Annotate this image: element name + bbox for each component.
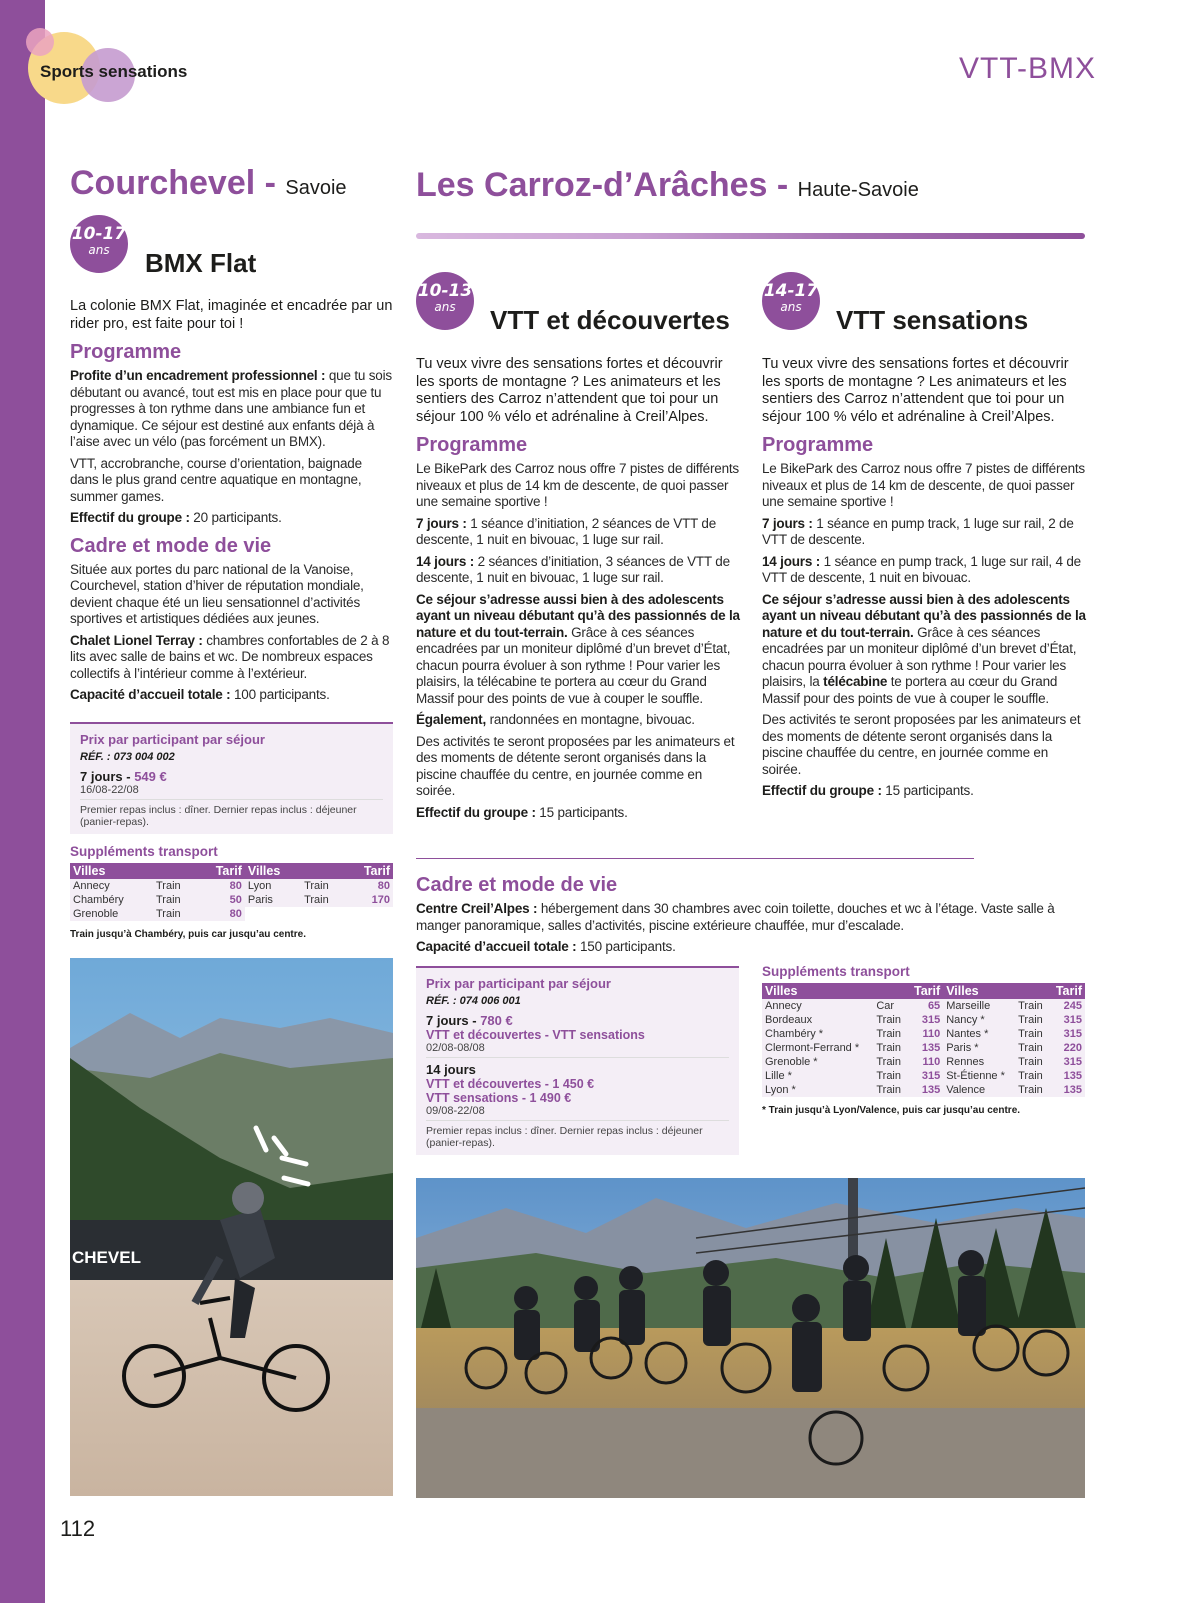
text: 2 séances d’initiation, 3 séances de VTT de descente, 1 nuit en bivouac, 1 luge sur rail. [416, 553, 730, 585]
camp1-p5 [416, 712, 741, 729]
camp2-p2 [762, 516, 1087, 549]
mode: Train [1015, 999, 1049, 1013]
text: chambres confortables de 2 à 8 lits avec salle de bains et wc. De nombreux espaces collectifs à l’intérieur comme à l’extérieur. [70, 632, 390, 681]
city: Rennes [943, 1055, 1015, 1069]
brand-label: Sports sensations [40, 62, 188, 81]
gradient-divider [416, 233, 1085, 239]
camp1-p3 [416, 554, 741, 587]
price-line [80, 769, 383, 784]
left-camp-title: BMX Flat [145, 248, 257, 278]
price-line-7 [426, 1013, 729, 1028]
right-cadre-p1 [416, 901, 1085, 934]
price-value: 780 € [480, 1013, 513, 1028]
left-cadre-heading: Cadre et mode de vie [70, 534, 272, 557]
mode: Train [153, 893, 198, 907]
camp1-programme-heading: Programme [416, 434, 528, 456]
camp1-p4 [416, 592, 741, 708]
city: Lyon [245, 879, 301, 893]
text: 1 séance en pump track, 1 luge sur rail, 4 de VTT de descente, 1 nuit en bivouac. [762, 553, 1081, 585]
price-date-7: 02/08-08/08 [426, 1042, 729, 1058]
left-capacity [70, 687, 393, 704]
price: 245 [1049, 999, 1085, 1013]
bold-label: 14 jours : [762, 553, 821, 569]
camp2-group-size [762, 783, 1087, 800]
right-price-box [416, 966, 739, 1155]
camp1-p2 [416, 516, 741, 549]
bold-label: 7 jours : [762, 515, 813, 531]
left-region: Savoie [285, 177, 347, 199]
bold-label: 7 jours : [416, 515, 467, 531]
text: te portera au cœur du Grand Massif pour des points de vue à couper le souffle. [762, 674, 1058, 706]
city: Grenoble [70, 907, 153, 921]
right-cadre-heading: Cadre et mode de vie [416, 874, 618, 896]
text: 1 séance en pump track, 1 luge sur rail, 2 de VTT de descente. [762, 515, 1074, 547]
price: 170 [346, 893, 393, 907]
camp2-intro: Tu veux vivre des sensations fortes et découvrir les sports de montagne ? Les animateurs et les sentiers des Carroz n’attendent que toi pour un séjour 100 % vélo et adrénaline à Creil’Alpes. [762, 356, 1069, 425]
mode: Train [873, 1027, 907, 1041]
th-tarif: Tarif [907, 983, 943, 999]
city: Grenoble * [762, 1055, 873, 1069]
camp2-p5: Des activités te seront proposées par les animateurs et des moments de détente seront organisés dans la piscine chauffée du centre, en journée comme en soirée. [762, 712, 1081, 777]
mode: Train [1015, 1083, 1049, 1097]
city: Marseille [943, 999, 1015, 1013]
price: 315 [1049, 1055, 1085, 1069]
price-label: 7 jours - [426, 1013, 481, 1028]
price-label: 7 jours - [80, 769, 135, 784]
price: 135 [907, 1041, 943, 1055]
mode: Train [873, 1055, 907, 1069]
text: 1 séance d’initiation, 2 séances de VTT de descente, 1 nuit en bivouac, 1 luge sur rail. [416, 515, 717, 547]
table-row [762, 1055, 1085, 1069]
price: 50 [198, 893, 245, 907]
left-destination-name: Courchevel - [70, 164, 286, 202]
transport-note: Train jusqu’à Chambéry, puis car jusqu’au centre. [70, 929, 306, 940]
price-heading: Prix par participant par séjour [80, 732, 265, 747]
bold-label: télécabine [823, 674, 888, 689]
bold-label: 14 jours : [416, 553, 475, 569]
left-programme-heading: Programme [70, 341, 182, 363]
table-row [70, 893, 393, 907]
price: 315 [1049, 1027, 1085, 1041]
camp2-text-column [762, 356, 1087, 805]
right-capacity [416, 939, 1085, 956]
camp1-group-size [416, 805, 741, 822]
city: Annecy [70, 879, 153, 893]
age-unit: ans [88, 243, 110, 257]
th-villes: Villes [762, 983, 873, 999]
right-destination-name: Les Carroz-d’Arâches - [416, 166, 798, 204]
mtb-group-photo [416, 1178, 1085, 1498]
price: 315 [1049, 1013, 1085, 1027]
price-line-14-sub1: VTT et découvertes - 1 450 € [426, 1077, 595, 1091]
left-programme-p2: VTT, accrobranche, course d’orientation, baignade dans le plus grand centre aquatique en montagne, summer games. [70, 455, 362, 504]
table-row [762, 1041, 1085, 1055]
price: 135 [1049, 1069, 1085, 1083]
city: Paris * [943, 1041, 1015, 1055]
city: Annecy [762, 999, 873, 1013]
left-price-box [70, 722, 393, 834]
text: 15 participants. [535, 804, 628, 820]
right-region: Haute-Savoie [797, 179, 919, 201]
city: Paris [245, 893, 301, 907]
page-number: 112 [60, 1516, 96, 1541]
price: 135 [907, 1083, 943, 1097]
price-note: Premier repas inclus : dîner. Dernier repas inclus : déjeuner (panier-repas). [426, 1125, 703, 1149]
left-age-badge [70, 215, 128, 273]
price-ref: RÉF. : 074 006 001 [426, 995, 521, 1007]
text: 15 participants. [881, 783, 974, 798]
bold-label: Également, [416, 712, 487, 727]
table-row [762, 999, 1085, 1013]
section-title: VTT-BMX [958, 52, 1096, 85]
text: randonnées en montagne, bivouac. [486, 712, 695, 727]
camp1-intro: Tu veux vivre des sensations fortes et découvrir les sports de montagne ? Les animateurs et les sentiers des Carroz n’attendent que toi pour un séjour 100 % vélo et adrénaline à Creil’Alpes. [416, 356, 723, 425]
text: Grâce à ces séances encadrées par un moniteur diplômé d’un brevet d’État, chacun pourra évoluer à son rythme ! Pour varier les plaisirs, la télécabine te portera au cœur du Grand Massif pour des points de vue à couper le souffle. [416, 624, 731, 706]
city: Lyon * [762, 1083, 873, 1097]
text: 20 participants. [189, 510, 282, 525]
price-date-14: 09/08-22/08 [426, 1105, 729, 1121]
mode: Train [301, 893, 346, 907]
bold-label: Effectif du groupe : [416, 804, 536, 820]
price-line-7-sub: VTT et découvertes - VTT sensations [426, 1028, 645, 1042]
right-destination [416, 166, 919, 205]
mode: Train [1015, 1013, 1049, 1027]
price: 110 [907, 1027, 943, 1041]
city: Nancy * [943, 1013, 1015, 1027]
camp2-p3 [762, 554, 1087, 587]
mode: Train [873, 1083, 907, 1097]
mtb-photo-illustration [416, 1178, 1085, 1498]
mode: Train [1015, 1041, 1049, 1055]
right-transport [762, 964, 1085, 1116]
camp2-age-badge [762, 272, 820, 330]
bold-label: Ce séjour s’adresse aussi bien à des adolescents ayant un niveau débutant qu’à des passionnés de la nature et du tout-terrain. [762, 591, 1086, 640]
left-intro: La colonie BMX Flat, imaginée et encadrée par un rider pro, est faite pour toi ! [70, 298, 393, 332]
mode: Train [1015, 1027, 1049, 1041]
price: 315 [907, 1013, 943, 1027]
mode: Train [873, 1041, 907, 1055]
th-villes: Villes [70, 863, 153, 879]
bold-label: Effectif du groupe : [70, 510, 190, 525]
transport-note: * Train jusqu’à Lyon/Valence, puis car jusqu’au centre. [762, 1105, 1021, 1116]
price: 135 [1049, 1083, 1085, 1097]
city: Nantes * [943, 1027, 1015, 1041]
text: que tu sois débutant ou avancé, tout est mis en place pour que tu progresses à ton rythme dans une ambiance fun et dynamique. Ce séjour est destiné aux enfants déjà à l’aise avec un vélo (pas forcément un BMX). [70, 368, 392, 449]
price: 315 [907, 1069, 943, 1083]
bmx-photo-illustration [70, 958, 393, 1496]
price-value: 549 € [134, 769, 167, 784]
mode: Train [1015, 1069, 1049, 1083]
price-line-14: 14 jours [426, 1062, 476, 1077]
city: Chambéry * [762, 1027, 873, 1041]
bold-label: Chalet Lionel Terray : [70, 632, 203, 648]
city: Chambéry [70, 893, 153, 907]
mode: Train [873, 1069, 907, 1083]
age-range: 10-17 [71, 224, 127, 244]
transport-heading: Suppléments transport [762, 964, 910, 979]
age-range: 10-13 [417, 281, 473, 301]
age-unit: ans [434, 300, 456, 314]
right-cadre [416, 866, 1085, 961]
mode: Train [301, 879, 346, 893]
city: Lille * [762, 1069, 873, 1083]
city: Valence [943, 1083, 1015, 1097]
bold-label: Capacité d’accueil totale : [416, 939, 577, 954]
logo-circle-pink [26, 28, 54, 56]
left-cadre-p1: Située aux portes du parc national de la Vanoise, Courchevel, station d’hiver de réputation mondiale, devient chaque été un lieu sensationnel d’activités sportives et artistiques dédiées aux jeunes. [70, 561, 364, 626]
mode: Train [153, 907, 198, 921]
price: 80 [198, 879, 245, 893]
bmx-photo [70, 958, 393, 1496]
left-group-size [70, 510, 393, 527]
table-row [70, 907, 393, 921]
table-row [762, 1013, 1085, 1027]
bold-label: Profite d’un encadrement professionnel : [70, 368, 326, 383]
price-note: Premier repas inclus : dîner. Dernier repas inclus : déjeuner (panier-repas). [80, 804, 357, 828]
bold-label: Effectif du groupe : [762, 783, 882, 798]
th-tarif: Tarif [198, 863, 245, 879]
price-line-14-sub2: VTT sensations - 1 490 € [426, 1091, 572, 1105]
side-band [0, 0, 45, 1603]
camp2-title: VTT sensations [836, 305, 1029, 335]
text: Grâce à ces séances encadrées par un moniteur diplômé d’un brevet d’État, chacun pourra évoluer à son rythme ! Pour varier les plaisirs, la [762, 624, 1077, 689]
camp1-text-column [416, 356, 741, 826]
left-transport [70, 844, 393, 940]
table-row [70, 879, 393, 893]
mode: Train [873, 1013, 907, 1027]
camp1-p1: Le BikePark des Carroz nous offre 7 pistes de différents niveaux et plus de 14 km de descente, de quoi passer une semaine sportive ! [416, 461, 739, 509]
th-villes: Villes [943, 983, 1015, 999]
text: 150 participants. [576, 939, 676, 954]
city: St-Étienne * [943, 1069, 1015, 1083]
price: 65 [907, 999, 943, 1013]
mode: Car [873, 999, 907, 1013]
camp2-programme-heading: Programme [762, 434, 874, 456]
price-heading: Prix par participant par séjour [426, 976, 611, 991]
price-ref: RÉF. : 073 004 002 [80, 751, 175, 763]
camp2-p1: Le BikePark des Carroz nous offre 7 pistes de différents niveaux et plus de 14 km de descente, de quoi passer une semaine sportive ! [762, 461, 1085, 509]
photo-sign-text: CHEVEL [72, 1248, 141, 1267]
th-villes: Villes [245, 863, 301, 879]
th-tarif: Tarif [1049, 983, 1085, 999]
bold-label: Capacité d’accueil totale : [70, 687, 231, 702]
left-text-column [70, 298, 393, 709]
text: hébergement dans 30 chambres avec coin toilette, douches et wc à l’étage. Vaste salle à manger panoramique, salles d’activités, piscine extérieure chauffée, mur d’escalade. [416, 901, 1055, 933]
camp1-title: VTT et découvertes [490, 305, 730, 335]
camp2-p4 [762, 592, 1087, 708]
left-programme-p1 [70, 368, 393, 451]
right-transport-table [762, 983, 1085, 1097]
left-cadre-p2 [70, 633, 393, 683]
age-unit: ans [780, 300, 802, 314]
bold-label: Ce séjour s’adresse aussi bien à des adolescents ayant un niveau débutant qu’à des passionnés de la nature et du tout-terrain. [416, 591, 740, 640]
left-transport-table [70, 863, 393, 921]
price: 110 [907, 1055, 943, 1069]
camp1-p6: Des activités te seront proposées par les animateurs et des moments de détente seront organisés dans la piscine chauffée du centre, en journée comme en soirée. [416, 733, 735, 798]
table-row [762, 1069, 1085, 1083]
camp1-age-badge [416, 272, 474, 330]
section-rule [416, 858, 974, 859]
price: 220 [1049, 1041, 1085, 1055]
table-row [762, 1083, 1085, 1097]
text: 100 participants. [230, 687, 330, 702]
bold-label: Centre Creil’Alpes : [416, 901, 538, 916]
city: Bordeaux [762, 1013, 873, 1027]
price: 80 [198, 907, 245, 921]
mode: Train [1015, 1055, 1049, 1069]
transport-heading: Suppléments transport [70, 844, 218, 859]
price-date: 16/08-22/08 [80, 784, 383, 800]
table-row [762, 1027, 1085, 1041]
mode: Train [153, 879, 198, 893]
price: 80 [346, 879, 393, 893]
age-range: 14-17 [763, 281, 819, 301]
th-tarif: Tarif [346, 863, 393, 879]
left-destination [70, 164, 347, 203]
city: Clermont-Ferrand * [762, 1041, 873, 1055]
